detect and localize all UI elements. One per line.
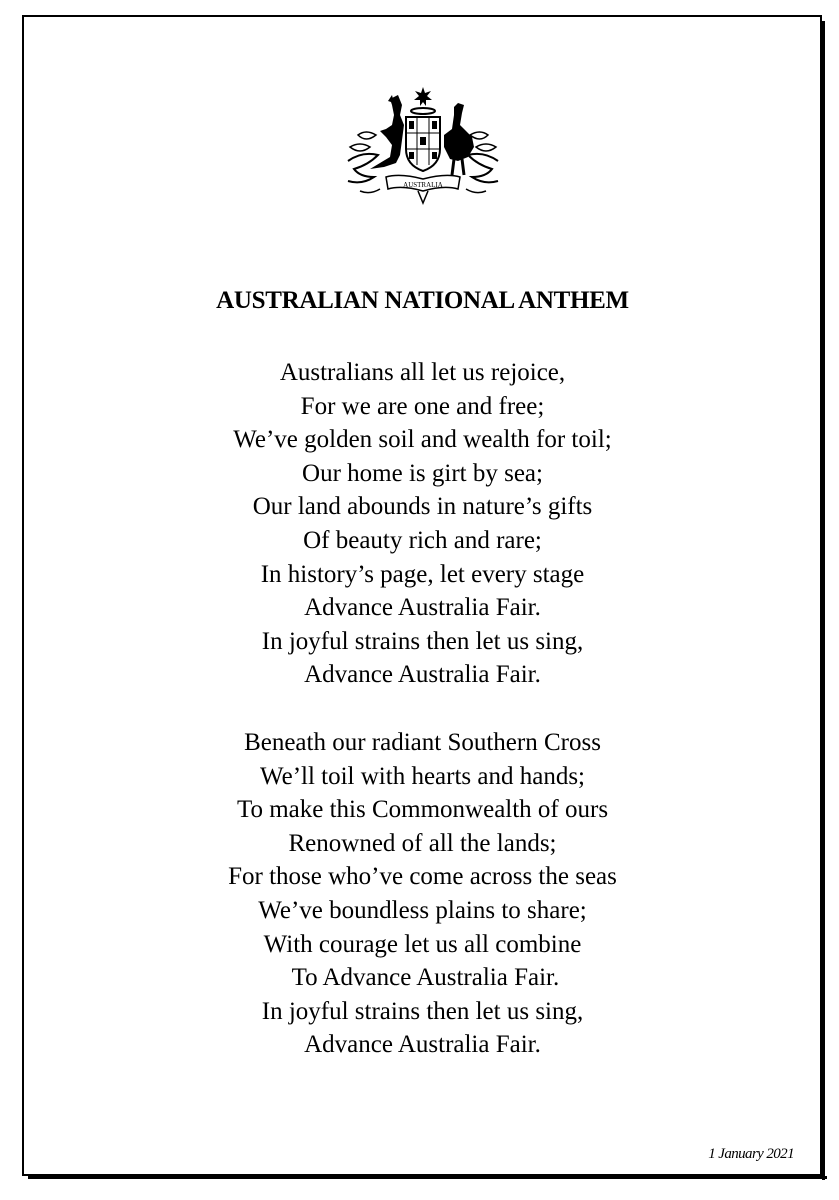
- verse-line: Our land abounds in nature’s gifts: [252, 493, 593, 521]
- verse-line: Advance Australia Fair.: [304, 661, 541, 689]
- verse-line: We’ll toil with hearts and hands;: [260, 762, 585, 790]
- verse-line: Advance Australia Fair.: [304, 594, 541, 622]
- verse-second: [0, 726, 839, 1062]
- verse-line: Of beauty rich and rare;: [303, 526, 542, 554]
- document-date: 1 January 2021: [708, 1146, 794, 1162]
- verse-line: Renowned of all the lands;: [288, 829, 557, 857]
- verse-line: In joyful strains then let us sing,: [261, 627, 584, 655]
- verse-line: Advance Australia Fair.: [304, 1031, 541, 1059]
- verse-line: We’ve golden soil and wealth for toil;: [233, 426, 612, 454]
- verse-line: To make this Commonwealth of ours: [236, 796, 609, 824]
- coat-of-arms-crest: [340, 85, 506, 205]
- crest-scroll-label: AUSTRALIA: [403, 181, 443, 189]
- verse-line: To Advance Australia Fair.: [285, 964, 560, 992]
- verse-line: With courage let us all combine: [263, 930, 582, 958]
- verse-line: Our home is girt by sea;: [302, 459, 543, 487]
- verse-line: For those who’ve come across the seas: [228, 863, 617, 891]
- verse-line: In joyful strains then let us sing,: [261, 997, 584, 1025]
- verse-line: We’ve boundless plains to share;: [258, 896, 587, 924]
- verse-line: In history’s page, let every stage: [260, 560, 585, 588]
- verse-line: Australians all let us rejoice,: [279, 359, 566, 386]
- verse-first: [0, 356, 839, 692]
- verse-line: For we are one and free;: [300, 392, 545, 420]
- page-title: AUSTRALIAN NATIONAL ANTHEM: [216, 287, 629, 314]
- verse-line: Beneath our radiant Southern Cross: [244, 729, 601, 756]
